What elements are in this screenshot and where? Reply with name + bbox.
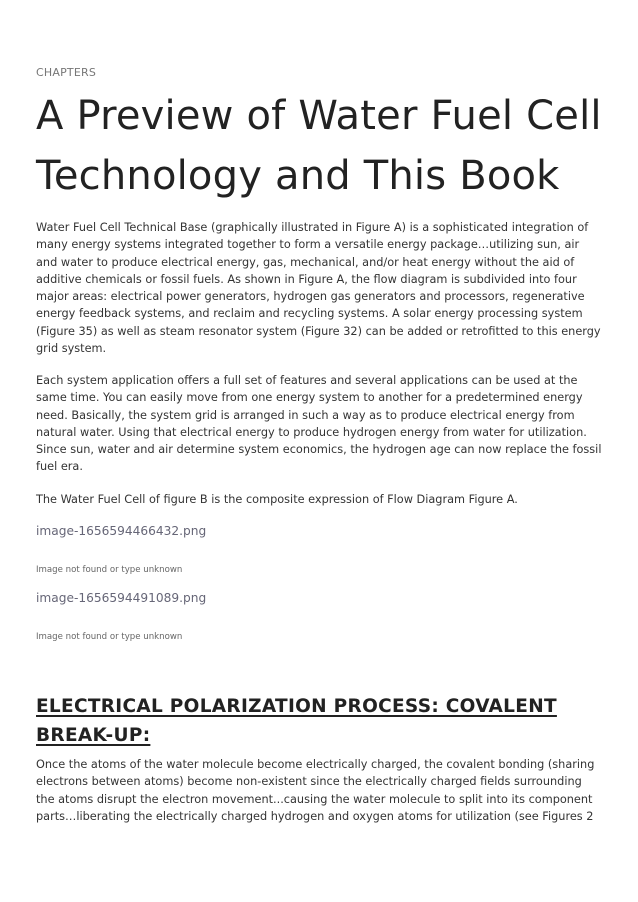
image-error-text: Image not found or type unknown bbox=[36, 565, 183, 575]
image-error-text: Image not found or type unknown bbox=[36, 632, 183, 642]
body-paragraph: Water Fuel Cell Technical Base (graphically illustrated in Figure A) is a sophisticated integration of many energy systems integrated together to form a versatile energy package…utilizing sun, air and water to produce electrical energy, gas, mechanical, and/or heat energy without the aid of additive chemicals or fossil fuels. As shown in Figure A, the flow diagram is subdivided into four major areas: electrical power generators, hydrogen gas generators and processors, regenerative energy feedback systems, and reclaim and recycling systems. A solar energy processing system (Figure 35) as well as steam resonator system (Figure 32) can be added or retrofitted to this energy grid system. bbox=[36, 221, 601, 356]
image-filename: image-1656594466432.png bbox=[36, 524, 207, 538]
section-heading: ELECTRICAL POLARIZATION PROCESS: COVALENT BREAK-UP: bbox=[36, 696, 557, 746]
chapter-label: CHAPTERS bbox=[36, 66, 97, 79]
section-paragraph: Once the atoms of the water molecule become electrically charged, the covalent bonding (sharing electrons between atoms) become non-existent since the electrically charged fields surrounding the atoms disrupt the electron movement...causing the water molecule to split into its component parts…liberating the electrically charged hydrogen and oxygen atoms for utilization (see Figures 2 bbox=[36, 758, 595, 823]
body-paragraph: Each system application offers a full set of features and several applications can be used at the same time. You can easily move from one energy system to another for a predetermined energy need. Basically, the system grid is arranged in such a way as to produce electrical energy from natural water. Using that electrical energy to produce hydrogen energy from water for utilization. Since sun, water and air determine system economics, the hydrogen age can now replace the fossil fuel era. bbox=[36, 374, 602, 474]
image-filename: image-1656594491089.png bbox=[36, 591, 207, 605]
page-title: A Preview of Water Fuel Cell Technology and This Book bbox=[36, 93, 602, 199]
body-paragraph: The Water Fuel Cell of figure B is the composite expression of Flow Diagram Figure A. bbox=[36, 493, 518, 506]
